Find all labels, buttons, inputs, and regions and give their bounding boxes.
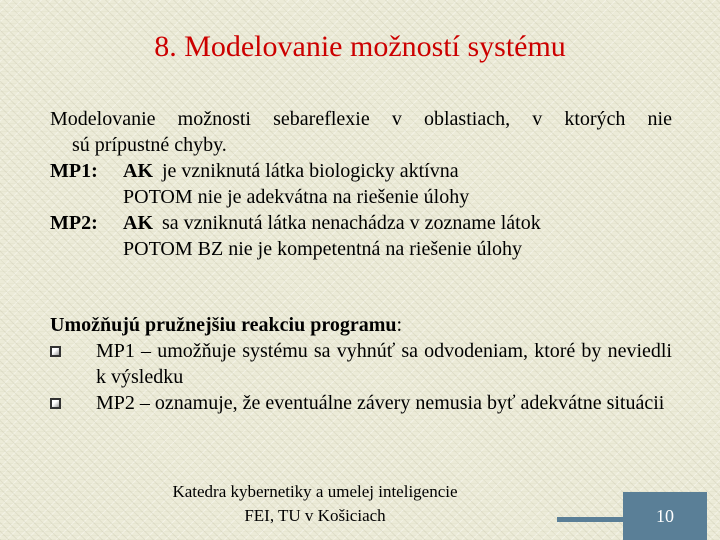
- mp1-consequence-text: nie je adekvátna na riešenie úlohy: [197, 186, 470, 208]
- bullet-item: [50, 390, 672, 416]
- bullet-item: [50, 338, 672, 390]
- intro-block: [50, 106, 672, 262]
- bullet-text: MP2 – oznamuje, že eventuálne závery nemusia byť adekvátne situácii: [96, 392, 665, 414]
- mp1-if-keyword: AK: [123, 160, 153, 182]
- mp2-label: MP2:: [50, 212, 98, 234]
- mp2-consequence-text: BZ nie je kompetentná na riešenie úlohy: [197, 238, 523, 260]
- checkbox-bullet-icon: [50, 398, 61, 409]
- mp1-rule: [50, 158, 672, 184]
- benefits-heading-text: Umožňujú pružnejšiu reakciu programu: [50, 314, 397, 336]
- benefits-section: [50, 312, 672, 416]
- intro-line-2: sú prípustné chyby.: [72, 134, 227, 156]
- bullet-text: MP1 – umožňuje systému sa vyhnúť sa odvodeniam, ktoré by neviedli k výsledku: [96, 340, 672, 388]
- benefits-heading-colon: :: [396, 314, 403, 336]
- page-number: 10: [623, 492, 707, 540]
- footer: [140, 480, 490, 528]
- mp2-if-keyword: AK: [123, 212, 153, 234]
- footer-university: FEI, TU v Košiciach: [244, 506, 386, 525]
- mp2-rule: [50, 210, 672, 236]
- slide-title: 8. Modelovanie možností systému: [154, 30, 566, 63]
- mp2-then-keyword: POTOM: [123, 238, 193, 260]
- checkbox-bullet-icon: [50, 346, 61, 357]
- benefits-heading: [50, 312, 672, 338]
- mp2-consequence: [50, 236, 672, 262]
- footer-department: Katedra kybernetiky a umelej inteligencie: [172, 482, 458, 501]
- mp1-condition: je vzniknutá látka biologicky aktívna: [162, 160, 459, 182]
- footer-accent-bar: [557, 517, 623, 522]
- mp2-condition: sa vzniknutá látka nenachádza v zozname látok: [162, 212, 541, 234]
- mp1-then-keyword: POTOM: [123, 186, 193, 208]
- mp1-label: MP1:: [50, 160, 98, 182]
- intro-line-1: Modelovanie možnosti sebareflexie v oblastiach, v ktorých nie: [50, 108, 672, 130]
- mp1-consequence: [50, 184, 672, 210]
